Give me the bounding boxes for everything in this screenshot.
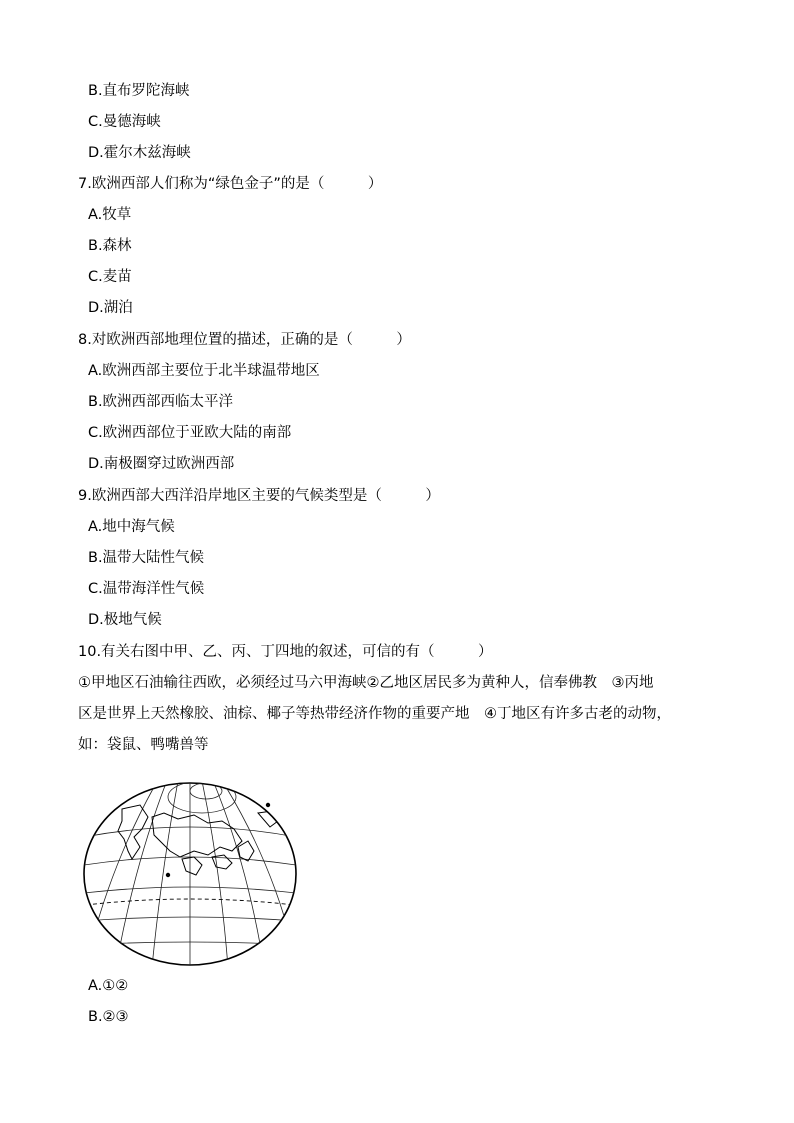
q6-option-b: B.直布罗陀海峡 [88,83,190,99]
globe-map-figure [82,777,298,967]
location-marker [166,873,170,877]
q7-option-a: A.牧草 [88,207,132,223]
location-marker [266,803,270,807]
q10-statement-line: 如：袋鼠、鸭嘴兽等 [78,737,209,753]
q8-option-b: B.欧洲西部西临太平洋 [88,394,234,410]
q9-stem: 9.欧洲西部大西洋沿岸地区主要的气候类型是（ ） [78,488,440,504]
q9-option-b: B.温带大陆性气候 [88,550,205,566]
q10-option-a: A.①② [88,978,129,994]
q10-option-b: B.②③ [88,1009,129,1025]
q7-option-b: B.森林 [88,238,132,254]
q8-option-a: A.欧洲西部主要位于北半球温带地区 [88,363,320,379]
q7-stem: 7.欧洲西部人们称为“绿色金子”的是（ ） [78,176,383,192]
q9-option-d: D.极地气候 [88,612,162,628]
q7-option-d: D.湖泊 [88,300,133,316]
q9-option-a: A.地中海气候 [88,519,175,535]
q8-option-c: C.欧洲西部位于亚欧大陆的南部 [88,425,292,441]
q6-option-d: D.霍尔木兹海峡 [88,145,191,161]
q9-option-c: C.温带海洋性气候 [88,581,205,597]
q8-stem: 8.对欧洲西部地理位置的描述，正确的是（ ） [78,332,411,348]
q10-stem: 10.有关右图中甲、乙、丙、丁四地的叙述，可信的有（ ） [78,644,493,660]
q10-statement-line: ①甲地区石油输往西欧，必须经过马六甲海峡②乙地区居民多为黄种人，信奉佛教 ③丙地 [78,675,654,691]
q6-option-c: C.曼德海峡 [88,114,161,130]
q8-option-d: D.南极圈穿过欧洲西部 [88,456,235,472]
q10-statement-line: 区是世界上天然橡胶、油棕、椰子等热带经济作物的重要产地 ④丁地区有许多古老的动物， [78,706,671,722]
q7-option-c: C.麦苗 [88,269,132,285]
